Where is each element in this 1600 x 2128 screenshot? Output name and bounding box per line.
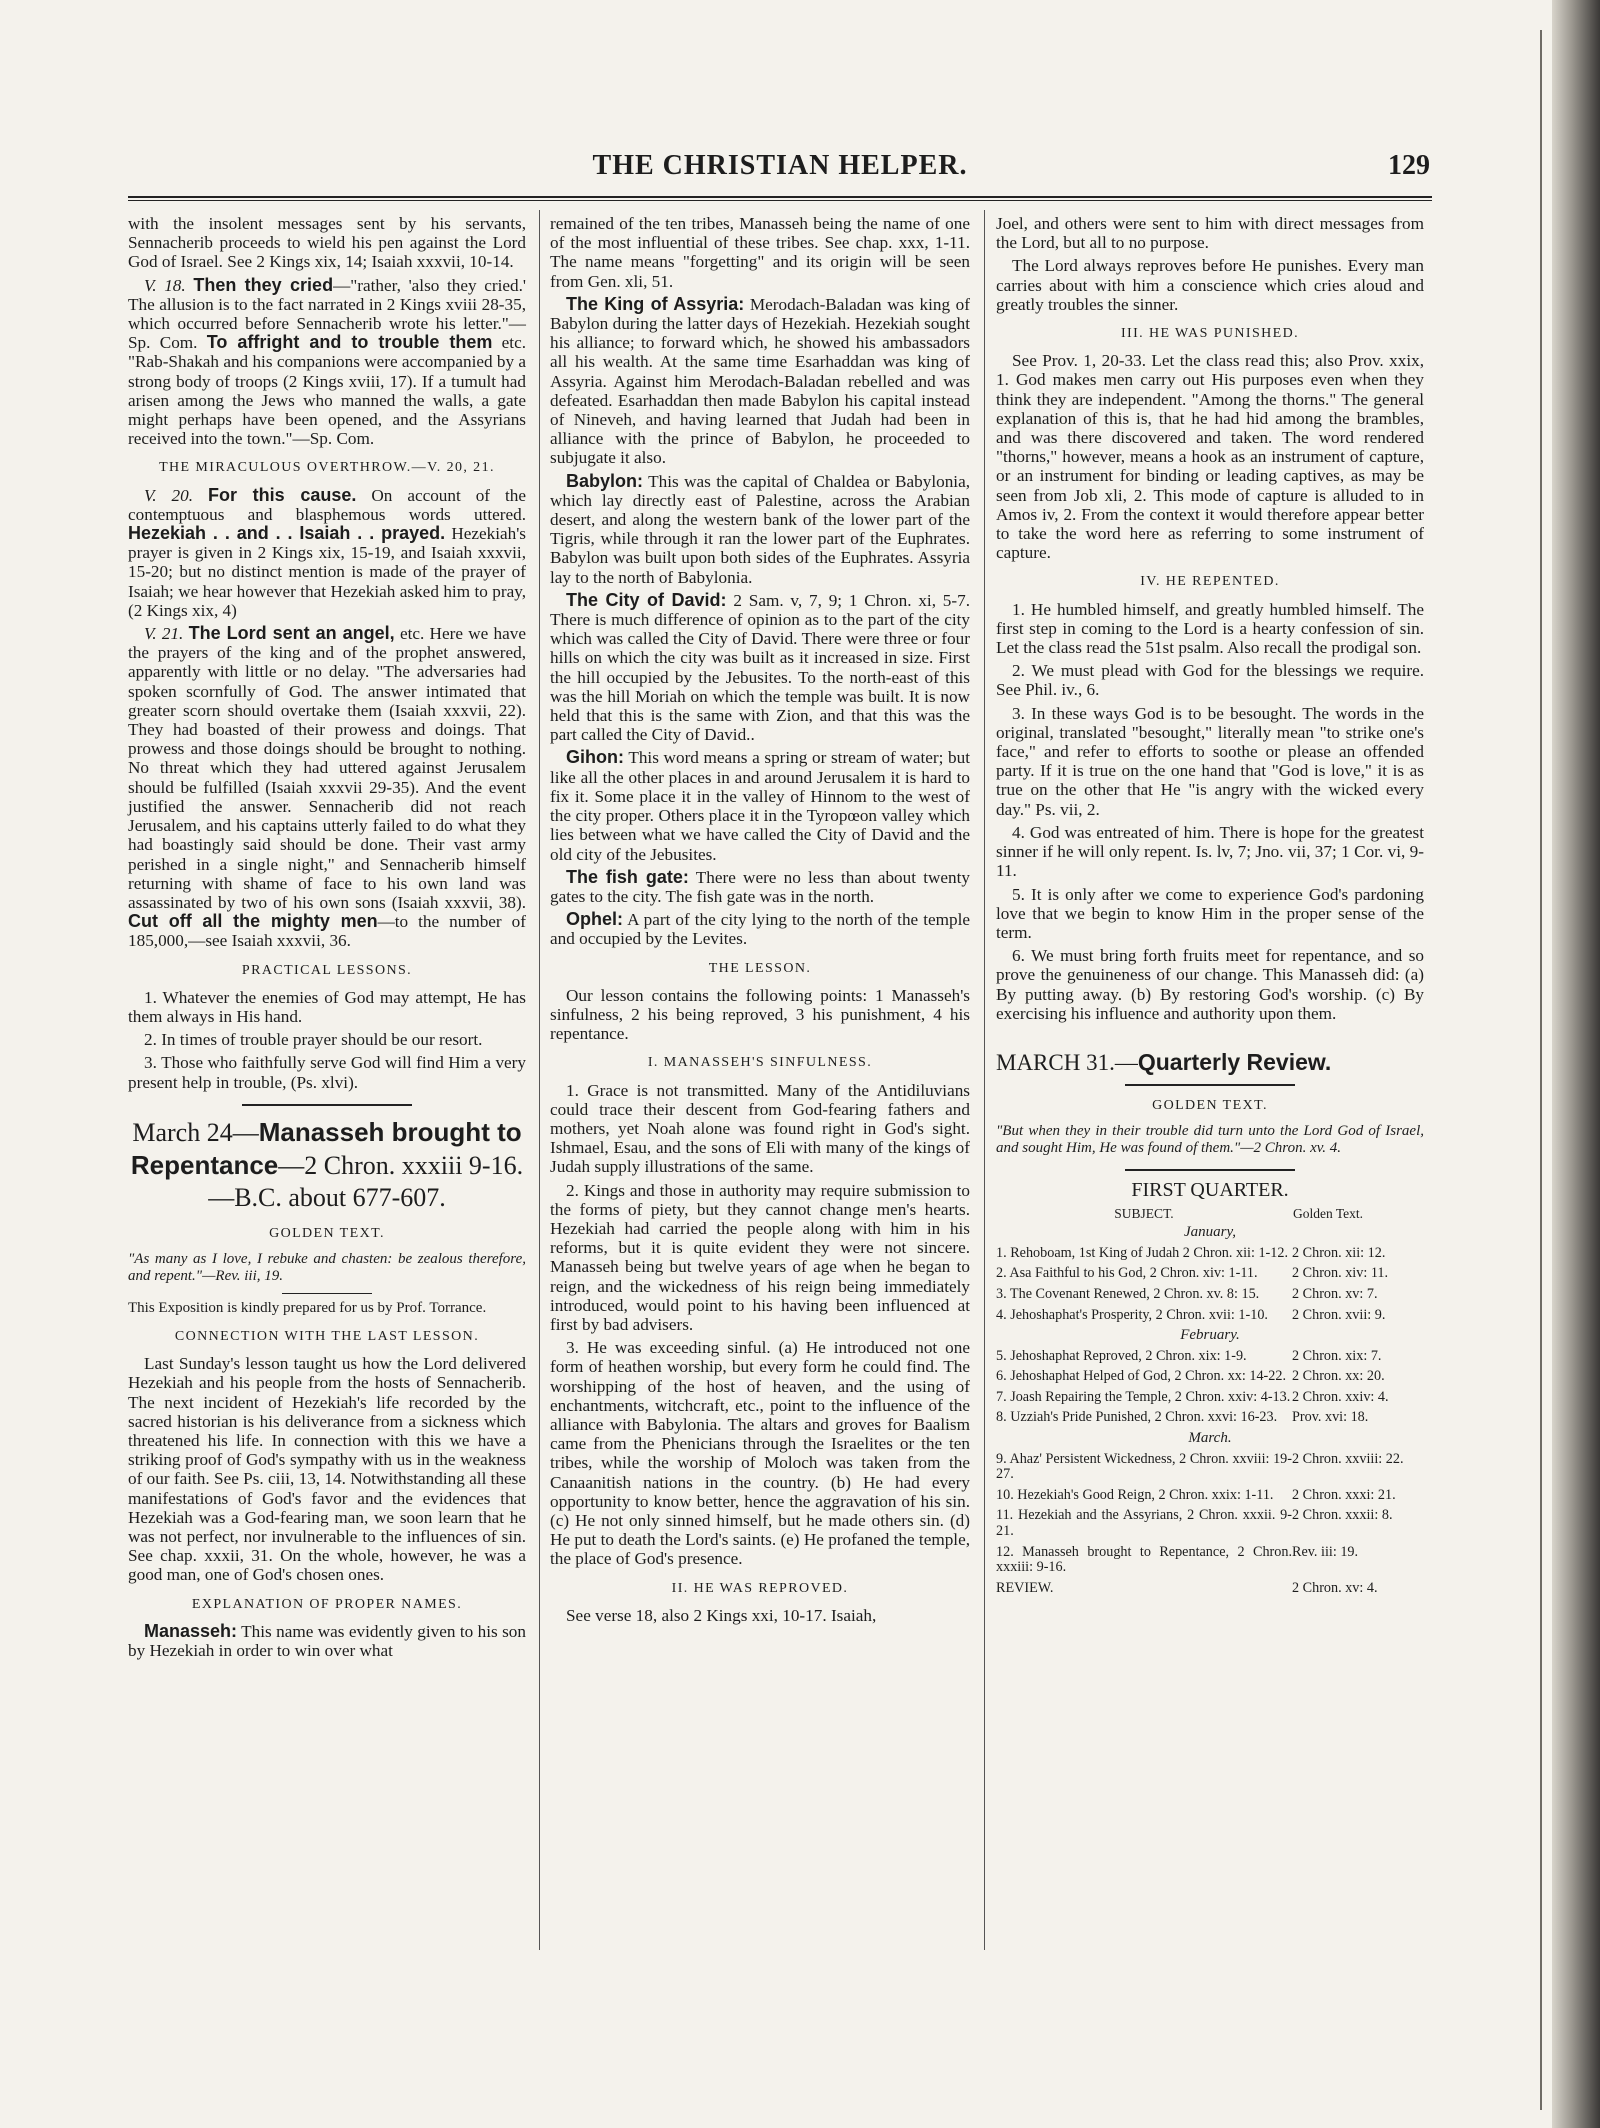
lesson-subject: 8. Uzziah's Pride Punished, 2 Chron. xxvi: 16-23. bbox=[996, 1409, 1278, 1426]
proper-name-entry bbox=[550, 591, 970, 745]
proper-name-term: Babylon: bbox=[566, 470, 644, 491]
lesson-reference: —2 Chron. xxxiii 9-16.—B.C. about 677-607. bbox=[208, 1150, 524, 1212]
lesson-point: 3. In these ways God is to be besought. The words in the original, translated "besought," literally mean "to strike one's face," and refer to efforts to soothe or please an offended party. If it is true on the one hand that "God is love," it is as true on the other that He "is angry with the wicked every day." Ps. vii, 2. bbox=[996, 703, 1424, 819]
lesson-date: March 24— bbox=[132, 1117, 259, 1147]
lesson-subject: 12. Manasseh brought to Repentance, 2 Chron. xxxiii: 9-16. bbox=[996, 1543, 1292, 1576]
divider bbox=[282, 1293, 372, 1294]
lesson-point: 2. We must plead with God for the blessings we require. See Phil. iv., 6. bbox=[996, 661, 1424, 700]
lesson-golden-text: 2 Chron. xiv: 11. bbox=[1292, 1265, 1389, 1282]
section-heading: I. MANASSEH'S SINFULNESS. bbox=[647, 1055, 873, 1071]
proper-name-entry bbox=[550, 472, 970, 587]
column-3 bbox=[996, 214, 1424, 1601]
lesson-title bbox=[996, 1048, 1424, 1075]
verse-label: V. 18. bbox=[144, 275, 186, 295]
lesson-subject: 3. The Covenant Renewed, 2 Chron. xv. 8: 15. bbox=[996, 1285, 1260, 1302]
lesson-subject: 5. Jehoshaphat Reproved, 2 Chron. xix: 1-9. bbox=[996, 1347, 1247, 1364]
verse-text: Hezekiah's prayer is given in 2 Kings xix, 15-19, and Isaiah xxxvii, 15-20; but no distinct mention is made of the prayer of Isaiah; we hear however that Hezekiah asked him to pray, (2 Kings xix, 4) bbox=[128, 524, 526, 620]
table-row bbox=[996, 1287, 1424, 1308]
verse-term: Then they cried bbox=[193, 274, 334, 295]
month-row bbox=[996, 1225, 1424, 1246]
paragraph: See Prov. 1, 20-33. Let the class read this; also Prov. xxix, 1. God makes men carry out His purposes even when they think they are independent. "Among the thorns." The general explanation of this is, that he had hid among the brambles, and was there discovered and taken. The word rendered "thorns," however, means a hook as an instrument of capture, or an instrument for binding or leading captives, as may be seen from Job xli, 2. This mode of capture is alluded to in Amos iv, 2. From the context it would therefore appear better to take the word here as referring to some instrument of capture. bbox=[996, 351, 1424, 563]
proper-name-text: This name was evidently given to his son by Hezekiah in order to win over what bbox=[128, 1621, 526, 1660]
table-row bbox=[996, 1349, 1424, 1370]
table-row bbox=[996, 1390, 1424, 1411]
lesson-golden-text: 2 Chron. xx: 20. bbox=[1292, 1368, 1385, 1385]
proper-name-term: Manasseh: bbox=[144, 1620, 238, 1641]
lesson-subject: 1. Rehoboam, 1st King of Judah 2 Chron. xii: 1-12. bbox=[996, 1244, 1289, 1261]
month-label: January, bbox=[1183, 1224, 1237, 1241]
header-rule bbox=[128, 196, 1432, 201]
table-row bbox=[996, 1246, 1424, 1267]
proper-name-text: 2 Sam. v, 7, 9; 1 Chron. xi, 5-7. There is much difference of opinion as to the part of the city which was called the City of David. There were three or four hills on which the city was built as it increased in size. First the hill occupied by the Jebusites. To the north-east of this was the hill Moriah on which the temple was built. It is now held that this is the same with Zion, and that this was the part called the City of David.. bbox=[550, 590, 971, 745]
month-label: March. bbox=[1188, 1430, 1232, 1447]
column-header-subject: SUBJECT. bbox=[1114, 1205, 1174, 1221]
proper-name-term: The City of David: bbox=[566, 589, 727, 610]
verse-term: Hezekiah . . and . . Isaiah . . prayed. bbox=[128, 523, 446, 544]
table-row bbox=[996, 1581, 1424, 1602]
lesson-subject: 10. Hezekiah's Good Reign, 2 Chron. xxix: 1-11. bbox=[996, 1486, 1274, 1503]
first-quarter-heading: FIRST QUARTER. bbox=[1131, 1179, 1289, 1202]
proper-name-term: Gihon: bbox=[566, 747, 624, 768]
lesson-golden-text: 2 Chron. xii: 12. bbox=[1292, 1244, 1386, 1261]
lesson-golden-text: 2 Chron. xxviii: 22. bbox=[1292, 1450, 1404, 1467]
lesson-golden-text: 2 Chron. xxxi: 21. bbox=[1292, 1486, 1396, 1503]
lesson-subject: 6. Jehoshaphat Helped of God, 2 Chron. xx: 14-22. bbox=[996, 1368, 1287, 1385]
golden-text-heading: GOLDEN TEXT. bbox=[1152, 1098, 1268, 1114]
proper-name-entry bbox=[550, 910, 970, 948]
lesson-point: 1. He humbled himself, and greatly humbled himself. The first step in coming to the Lord is a hearty confession of sin. Let the class read the 51st psalm. Also recall the prodigal son. bbox=[996, 599, 1424, 658]
lesson-golden-text: 2 Chron. xv: 7. bbox=[1292, 1285, 1378, 1302]
golden-text-heading: GOLDEN TEXT. bbox=[269, 1225, 385, 1241]
proper-name-text: There were no less than about twenty gates to the city. The fish gate was in the north. bbox=[550, 867, 970, 906]
verse-note-21 bbox=[128, 624, 526, 950]
proper-name-entry bbox=[550, 868, 970, 906]
lesson-point: 4. God was entreated of him. There is hope for the greatest sinner if he will only repent. Is. lv, 7; Jno. vii, 37; 1 Cor. vi, 9-11. bbox=[996, 822, 1424, 881]
proper-name-term: The fish gate: bbox=[566, 866, 689, 887]
column-1 bbox=[128, 214, 526, 1664]
page-edge-shadow bbox=[1552, 0, 1600, 2128]
month-label: February. bbox=[1180, 1327, 1240, 1344]
lesson-point: 2. In times of trouble prayer should be our resort. bbox=[144, 1030, 483, 1050]
lesson-golden-text: Prov. xvi: 18. bbox=[1292, 1409, 1369, 1426]
running-header bbox=[130, 150, 1430, 190]
section-heading: EXPLANATION OF PROPER NAMES. bbox=[191, 1596, 463, 1612]
verse-text: —to the number of 185,000,—see Isaiah xxxvii, 36. bbox=[128, 912, 526, 951]
journal-title: THE CHRISTIAN HELPER. bbox=[592, 150, 968, 181]
exposition-note: This Exposition is kindly prepared for us by Prof. Torrance. bbox=[128, 1299, 487, 1316]
lesson-golden-text: 2 Chron. xv: 4. bbox=[1292, 1579, 1378, 1596]
table-row bbox=[996, 1508, 1424, 1544]
lesson-subject: REVIEW. bbox=[996, 1579, 1054, 1596]
golden-text: "But when they in their trouble did turn unto the Lord God of Israel, and sought Him, He was found of them."—2 Chron. xv. 4. bbox=[996, 1123, 1424, 1157]
verse-text: etc. "Rab-Shakah and his companions were accompanied by a strong body of troops (2 Kings xviii, 17). If a tumult had arisen among the Jews who manned the walls, a gate might perhaps have been opened, and the Assyrians received into the town."—Sp. Com. bbox=[128, 333, 527, 449]
lesson-name: Quarterly Review. bbox=[1137, 1048, 1332, 1075]
table-row bbox=[996, 1369, 1424, 1390]
verse-text: —"rather, 'also they cried.' The allusion is to the fact narrated in 2 Kings xviii 28-35, which occurred before Sennacherib wrote his letter."—Sp. Com. bbox=[128, 275, 526, 353]
quarter-lessons-table bbox=[996, 1205, 1424, 1602]
lesson-subject: 7. Joash Repairing the Temple, 2 Chron. xxiv: 4-13. bbox=[996, 1388, 1291, 1405]
section-heading: II. HE WAS REPROVED. bbox=[671, 1580, 849, 1596]
lesson-point: 1. Whatever the enemies of God may attempt, He has them always in His hand. bbox=[128, 987, 526, 1026]
verse-term: To affright and to trouble them bbox=[206, 332, 493, 353]
section-heading: IV. HE REPENTED. bbox=[1140, 574, 1280, 590]
paragraph: Joel, and others were sent to him with direct messages from the Lord, but all to no purpose. bbox=[996, 214, 1424, 253]
proper-name-term: The King of Assyria: bbox=[566, 293, 745, 314]
table-row bbox=[996, 1452, 1424, 1488]
lesson-golden-text: Rev. iii: 19. bbox=[1292, 1543, 1359, 1560]
lesson-name: Manasseh brought to Repentance bbox=[130, 1116, 522, 1180]
column-rule-left bbox=[539, 210, 540, 1950]
verse-term: For this cause. bbox=[208, 484, 357, 505]
column-rule-right bbox=[984, 210, 985, 1950]
lesson-golden-text: 2 Chron. xxiv: 4. bbox=[1292, 1388, 1389, 1405]
verse-text: etc. Here we have the prayers of the king and of the prophet answered, apparently with little or no delay. "The adversaries had spoken scornfully of God. The answer intimated that greater scorn should overtake them (Isaiah xxxvii, 22). They had boasted of their prowess and doings. That prowess and those doings should be brought to nothing. No threat which they had uttered against Jerusalem should be fulfilled (Isaiah xxxvii 29-35). And the event justified the answer. Sennacherib did not reach Jerusalem, and his captains utterly failed to do what they had boastingly said should be done. Their vast army perished in a single night," and Sennacherib himself returning with shame of face to his own land was assassinated by two of his own sons (Isaiah xxxvii, 38). bbox=[128, 624, 527, 912]
lesson-subject: 4. Jehoshaphat's Prosperity, 2 Chron. xvii: 1-10. bbox=[996, 1306, 1268, 1323]
table-row bbox=[996, 1488, 1424, 1509]
lesson-point: 2. Kings and those in authority may require submission to the forms of piety, but they cannot change men's hearts. Hezekiah had carried the people along with him in his reforms, but it is quite evident they were not sincere. Manasseh being but twelve years of age when he began to reign, and the wickedness of his reign being immediately introduced, would point to his having been influenced at first by bad advisers. bbox=[550, 1180, 970, 1334]
table-row bbox=[996, 1266, 1424, 1287]
verse-text: On account of the contemptuous and blasphemous words uttered. bbox=[128, 485, 526, 524]
proper-name-text: Merodach-Baladan was king of Babylon during the latter days of Hezekiah. Hezekiah sought his alliance; to forward which, he showed his ambassadors all his wealth. At the same time Esarhaddan was king of Assyria. Against him Merodach-Baladan rebelled and was defeated. Esarhaddan then made Babylon his capital instead of Nineveh, and having learned that Judah had been in alliance with the prince of Babylon, he proceeded to subjugate it also. bbox=[550, 294, 971, 468]
lesson-point: 5. It is only after we come to experience God's pardoning love that we begin to know Him in the proper sense of the term. bbox=[996, 884, 1424, 942]
paragraph: The Lord always reproves before He punishes. Every man carries about with him a conscience which cries aloud and greatly troubles the sinner. bbox=[996, 256, 1424, 314]
verse-label: V. 21. bbox=[144, 624, 184, 644]
month-row bbox=[996, 1431, 1424, 1452]
verse-term: The Lord sent an angel, bbox=[188, 623, 395, 644]
paragraph: Last Sunday's lesson taught us how the Lord delivered Hezekiah and his people from the hosts of Sennacherib. The next incident of Hezekiah's life recorded by the sacred historian is his deliverance from a sickness which threatened his life. In connection with this we have a striking proof of God's sympathy with us in the weakness of our faith. See Ps. ciii, 13, 14. Notwithstanding all these manifestations of God's favor and the evidences that Hezekiah was a God-fearing man, we soon learn that he was not perfect, nor invulnerable to the influences of sin. See chap. xxxii, 31. On the whole, however, he was a good man, one of God's chosen ones. bbox=[128, 1354, 526, 1585]
section-heading: III. HE WAS PUNISHED. bbox=[1120, 326, 1300, 342]
verse-note-20 bbox=[128, 486, 526, 620]
column-header-golden-text: Golden Text. bbox=[1293, 1205, 1364, 1221]
lesson-date: MARCH 31.— bbox=[996, 1049, 1138, 1075]
lesson-point: 6. We must bring forth fruits meet for repentance, and so prove the genuineness of our change. This Manasseh did: (a) By putting away. (b) By restoring God's worship. (c) By exercising his influence and authority upon them. bbox=[996, 946, 1424, 1023]
verse-note-18 bbox=[128, 276, 526, 449]
divider bbox=[1125, 1084, 1295, 1086]
section-heading: PRACTICAL LESSONS. bbox=[241, 962, 413, 978]
verse-term: Cut off all the mighty men bbox=[128, 911, 378, 932]
paragraph: remained of the ten tribes, Manasseh being the name of one of the most influential of these tribes. See chap. xxx, 1-11. The name means "forgetting" and its origin will be seen from Gen. xli, 51. bbox=[550, 214, 970, 291]
section-heading: THE MIRACULOUS OVERTHROW.—V. 20, 21. bbox=[159, 460, 495, 476]
proper-name-entry bbox=[550, 295, 970, 468]
proper-name-text: This was the capital of Chaldea or Babylonia, which lay directly east of Palestine, across the Arabian desert, and along the western bank of the lower part of the Tigris, while through it ran the lower part of the Euphrates. Babylon was built upon both sides of the Euphrates. Assyria lay to the north of Babylonia. bbox=[550, 471, 970, 587]
proper-name-entry bbox=[128, 1622, 526, 1660]
lesson-golden-text: 2 Chron. xix: 7. bbox=[1292, 1347, 1382, 1364]
table-header-row bbox=[996, 1205, 1424, 1226]
lesson-golden-text: 2 Chron. xxxii: 8. bbox=[1292, 1507, 1393, 1524]
lesson-subject: 2. Asa Faithful to his God, 2 Chron. xiv: 1-11. bbox=[996, 1265, 1258, 1282]
lesson-point: 3. Those who faithfully serve God will find Him a very present help in trouble, (Ps. xlvi). bbox=[128, 1053, 526, 1092]
month-row bbox=[996, 1328, 1424, 1349]
section-heading: THE LESSON. bbox=[708, 960, 812, 976]
table-row bbox=[996, 1545, 1424, 1581]
lesson-subject: 11. Hezekiah and the Assyrians, 2 Chron. xxxii. 9-21. bbox=[996, 1507, 1292, 1540]
divider bbox=[242, 1104, 412, 1106]
divider bbox=[1125, 1169, 1295, 1171]
lesson-subject: 9. Ahaz' Persistent Wickedness, 2 Chron. xxviii: 19-27. bbox=[996, 1450, 1292, 1483]
lesson-point: 1. Grace is not transmitted. Many of the Antidiluvians could trace their descent from God-fearing fathers and mothers, yet Noah alone was found right in God's sight. Ishmael, Esau, and the sons of Eli with many of the kings of Judah supply illustrations of the same. bbox=[550, 1080, 970, 1177]
page-number: 129 bbox=[1388, 150, 1430, 181]
paragraph: with the insolent messages sent by his servants, Sennacherib proceeds to wield his pen against the Lord God of Israel. See 2 Kings xix, 14; Isaiah xxxvii, 10-14. bbox=[128, 214, 526, 272]
proper-name-entry bbox=[550, 748, 970, 863]
lesson-point: 3. He was exceeding sinful. (a) He introduced not one form of heathen worship, but every form he could find. The worshipping of the host of heaven, and the using of enchantments, witchcraft, etc., point to the influence of the alliance with Babylonia. The altars and groves for Baalism came from the Phenicians through the Israelites or the ten tribes, while the worship of Moloch was taken from the Canaanitish nations in the country. (b) He had every opportunity to know better, hence the aggravation of his sin. (c) He not only sinned himself, but he made others sin. (d) He put to death the Lord's saints. (e) He profaned the temple, the place of God's presence. bbox=[550, 1338, 970, 1569]
lesson-golden-text: 2 Chron. xvii: 9. bbox=[1292, 1306, 1386, 1323]
golden-text: "As many as I love, I rebuke and chasten: be zealous therefore, and repent."—Rev. iii, 19. bbox=[128, 1250, 526, 1284]
paragraph: See verse 18, also 2 Kings xxi, 10-17. Isaiah, bbox=[566, 1605, 877, 1625]
page-edge-line bbox=[1540, 30, 1542, 2110]
table-row bbox=[996, 1410, 1424, 1431]
proper-name-term: Ophel: bbox=[566, 909, 623, 930]
table-row bbox=[996, 1308, 1424, 1329]
section-heading: CONNECTION WITH THE LAST LESSON. bbox=[174, 1328, 480, 1344]
column-2 bbox=[550, 214, 970, 1629]
paragraph: Our lesson contains the following points: 1 Manasseh's sinfulness, 2 his being reproved, 3 his punishment, 4 his repentance. bbox=[550, 985, 970, 1044]
lesson-title bbox=[128, 1116, 526, 1214]
verse-label: V. 20. bbox=[144, 485, 194, 505]
proper-name-text: A part of the city lying to the north of the temple and occupied by the Levites. bbox=[550, 910, 970, 949]
proper-name-text: This word means a spring or stream of water; but like all the other places in and around Jerusalem it is hard to fix it. Some place it in the valley of Hinnom to the west of the city proper. Others place it in the Tyropœon valley which lies between what we have called the City of David and the old city of the Jebusites. bbox=[550, 748, 970, 864]
